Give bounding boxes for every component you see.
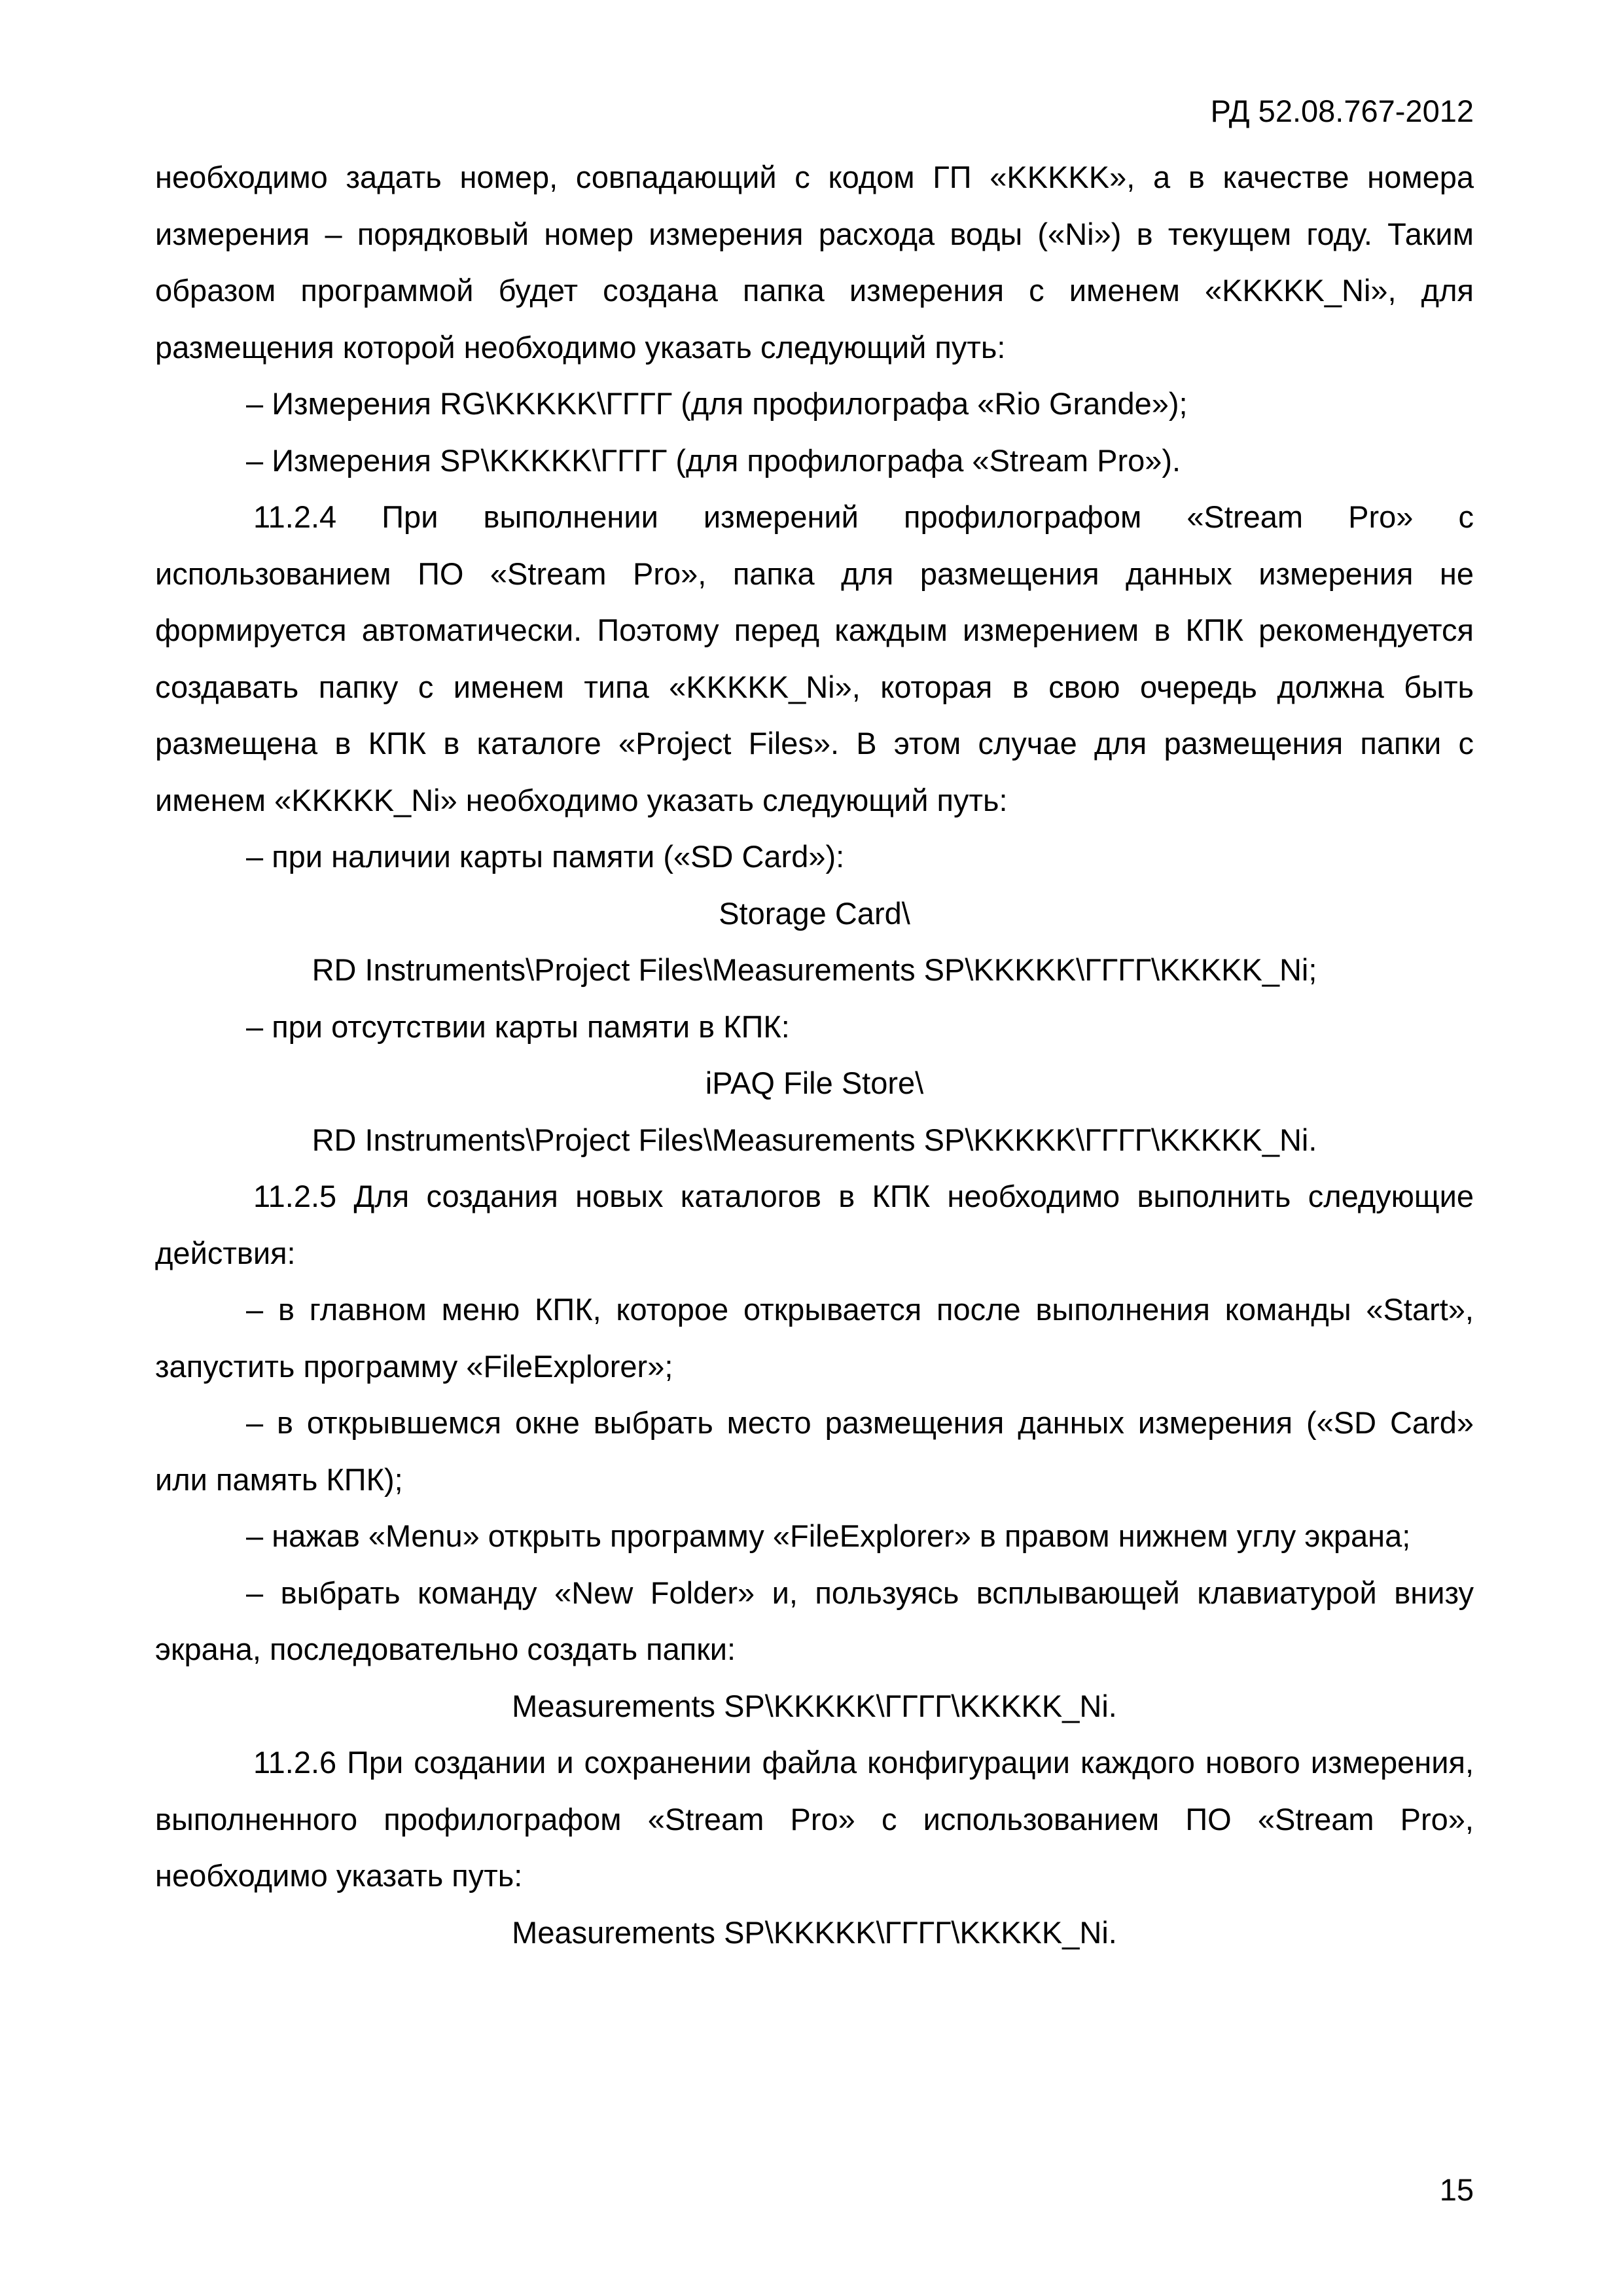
paragraph-11-2-4: использованием ПО «Stream Pro», папка для размещения данных измерения не формируется автоматически. Поэтому перед каждым измерением в КПК рекомендуется создавать папку с именем типа «KKKKK_Ni», которая в свою очередь должна быть размещена в КПК в каталоге «Project Files». В этом случае для размещения папки с именем «KKKKK_Ni» необходимо указать следующий путь: [155,556,1474,817]
paragraph-11-2-6: 11.2.6 При создании и сохранении файла конфигурации каждого нового измерения, выполненного профилографом «Stream Pro» с использованием ПО «Stream Pro», необходимо указать путь: [155,1745,1474,1893]
list-item-path-stream-pro: – Измерения SP\KKKKK\ГГГГ (для профилографа «Stream Pro»). [246,442,1181,478]
step-open-menu: – нажав «Menu» открыть программу «FileExplorer» в правом нижнем углу экрана; [246,1518,1411,1553]
document-body [155,149,1474,1961]
paragraph-11-2-4-first-line: 11.2.4 При выполнении измерений профилографом «Stream Pro» с [253,499,1474,534]
paragraph-measurement-numbering: необходимо задать номер, совпадающий с кодом ГП «KKKKK», а в качестве номера измерения – порядковый номер измерения расхода воды («Ni») в текущем году. Таким образом программой будет создана папка измерения с именем «KKKKK_Ni», для размещения которой необходимо указать следующий путь: [155,160,1474,365]
path-rd-instruments-sd: RD Instruments\Project Files\Measurements SP\KKKKK\ГГГГ\KKKKK_Ni; [312,952,1317,987]
path-storage-card: Storage Card\ [719,895,910,931]
page-number: 15 [1439,2172,1474,2207]
list-item-path-rio-grande: – Измерения RG\KKKKK\ГГГГ (для профилографа «Rio Grande»); [246,386,1188,421]
paragraph-11-2-5: 11.2.5 Для создания новых каталогов в КПК необходимо выполнить следующие действия: [155,1179,1474,1270]
step-new-folder: – выбрать команду «New Folder» и, пользуясь всплывающей клавиатурой внизу экрана, последовательно создать папки: [155,1575,1474,1666]
path-measurements-1: Measurements SP\KKKKK\ГГГГ\KKKKK_Ni. [512,1688,1117,1723]
path-measurements-2: Measurements SP\KKKKK\ГГГГ\KKKKK_Ni. [512,1914,1117,1950]
path-rd-instruments-ipaq: RD Instruments\Project Files\Measurements SP\KKKKK\ГГГГ\KKKKK_Ni. [312,1122,1317,1157]
list-item-sd-card: – при наличии карты памяти («SD Card»): [246,839,845,874]
path-ipaq-file-store: iPAQ File Store\ [705,1066,924,1100]
list-item-no-card: – при отсутствии карты памяти в КПК: [246,1009,790,1044]
document-code: РД 52.08.767-2012 [1210,94,1474,128]
step-start-menu: – в главном меню КПК, которое открывается после выполнения команды «Start», запустить программу «FileExplorer»; [155,1292,1474,1384]
step-choose-location: – в открывшемся окне выбрать место размещения данных измерения («SD Card» или память КПК); [155,1405,1474,1497]
